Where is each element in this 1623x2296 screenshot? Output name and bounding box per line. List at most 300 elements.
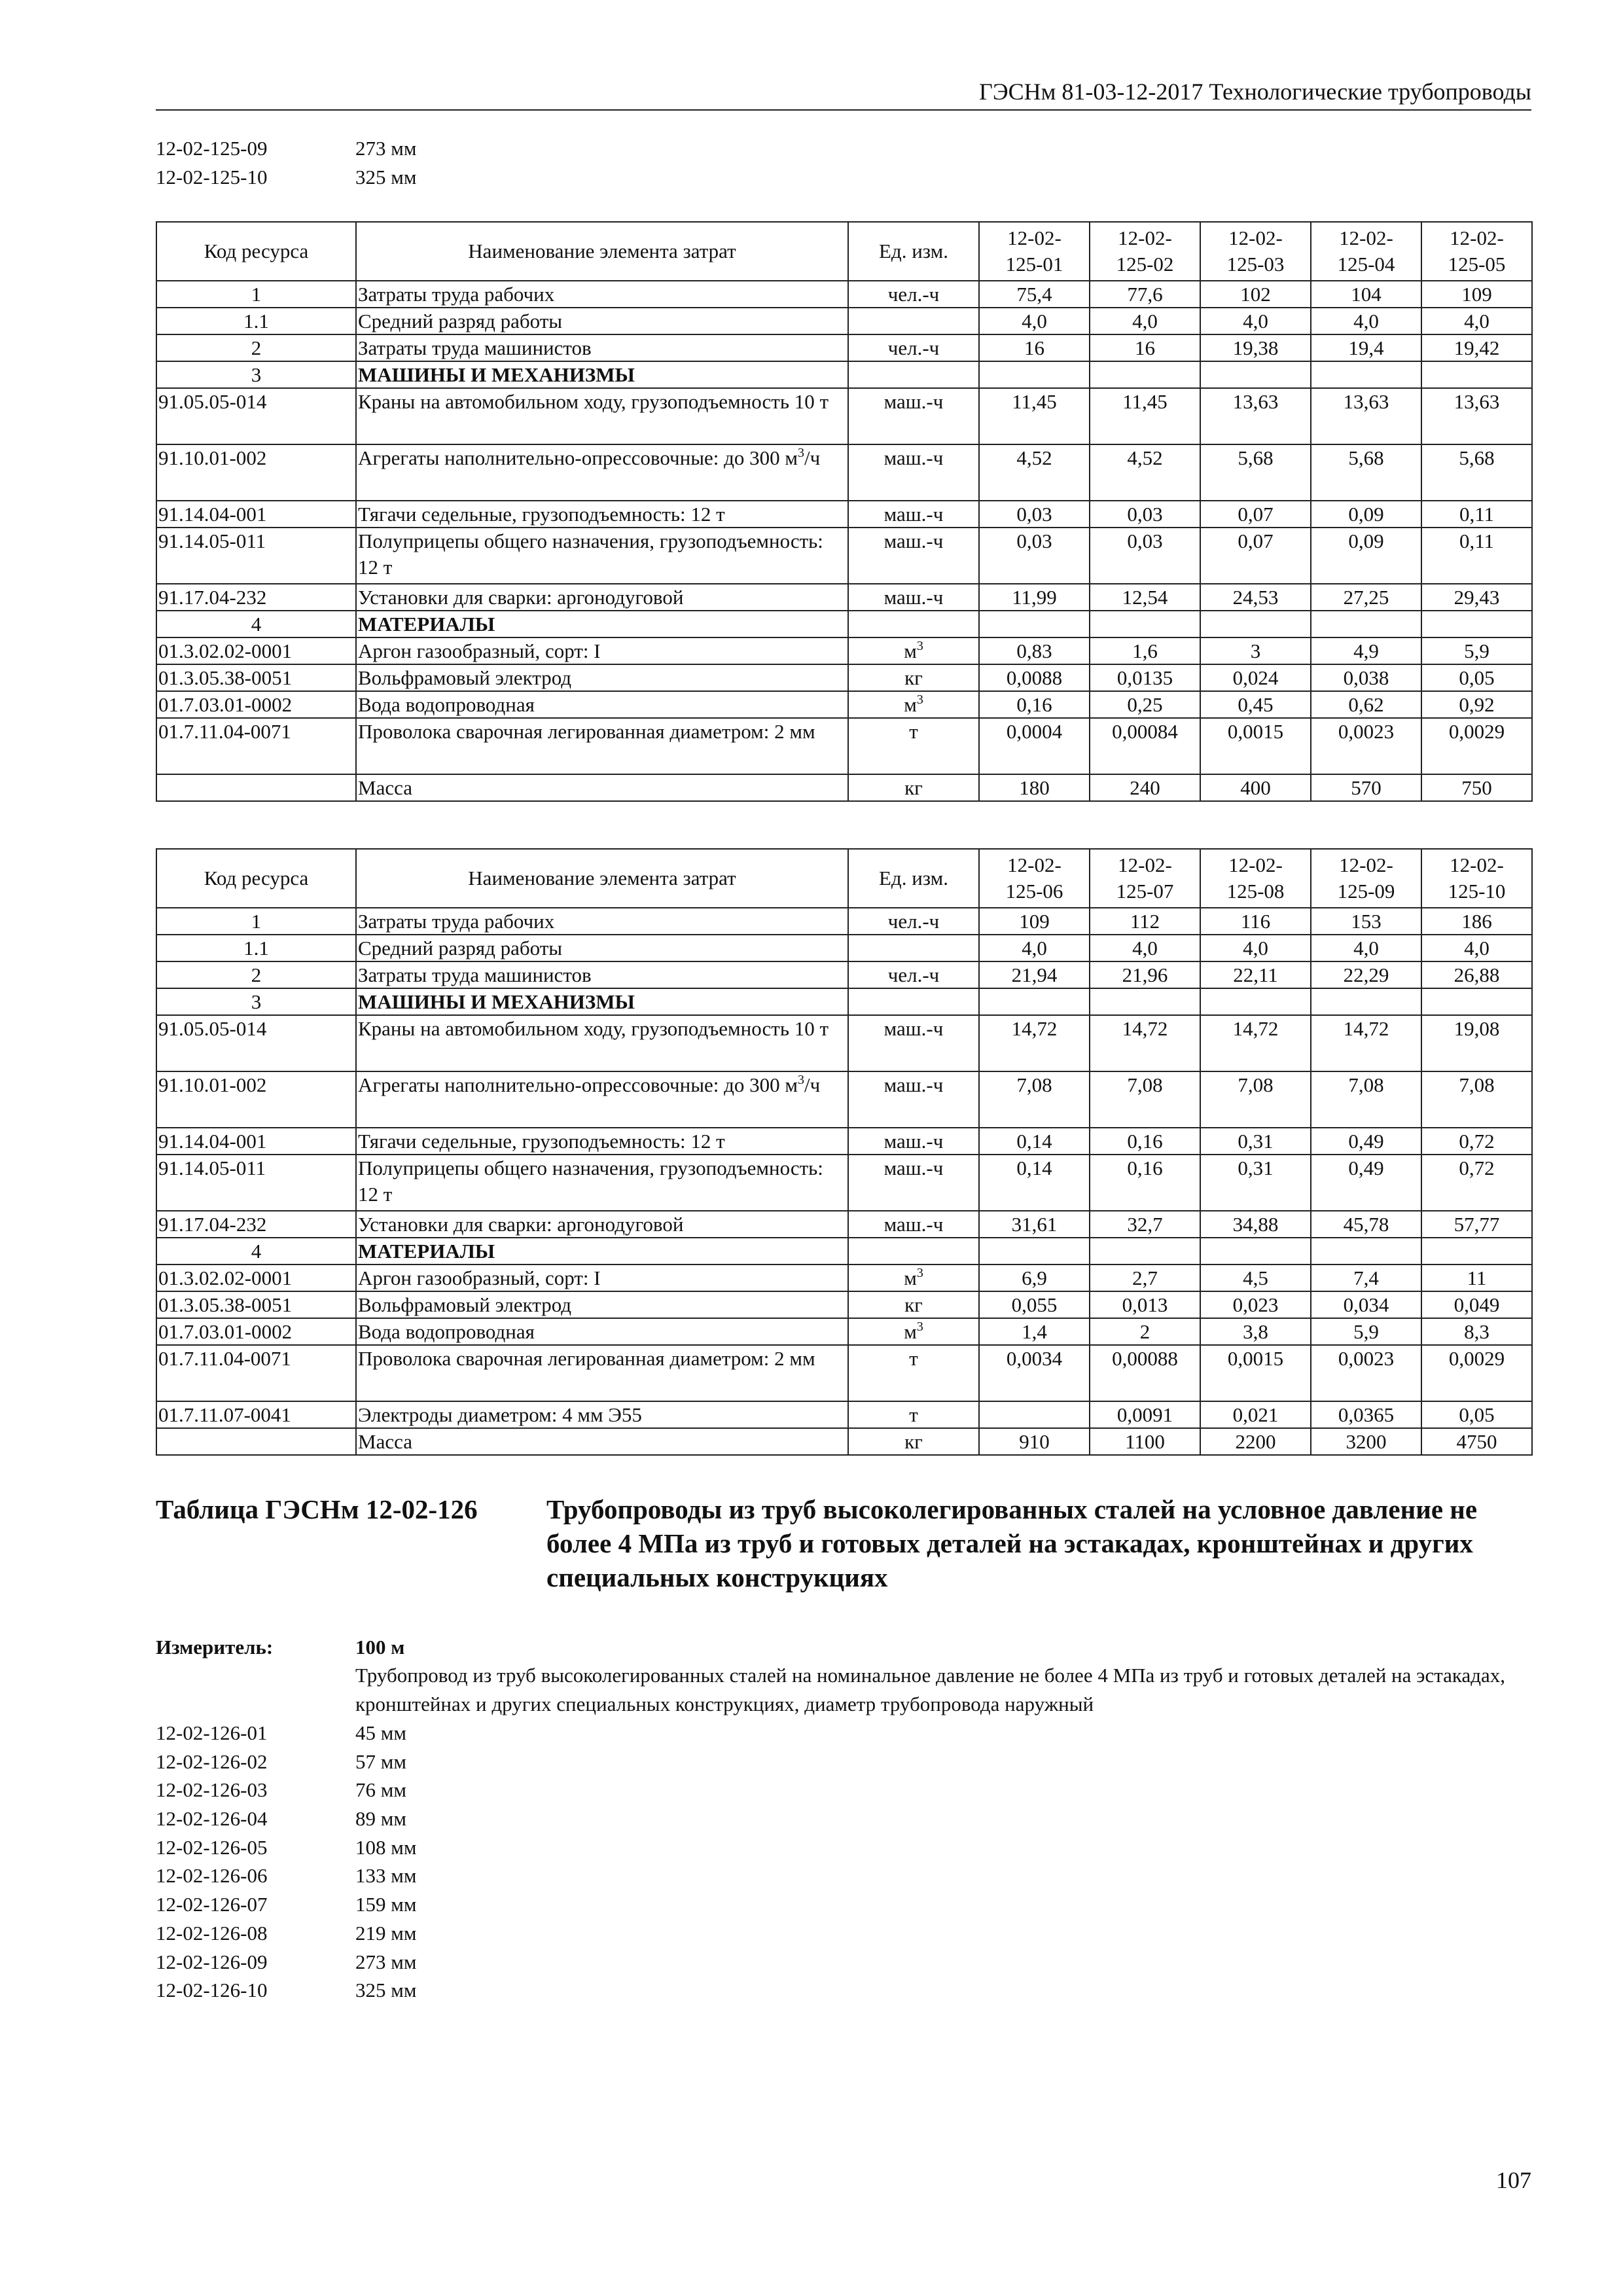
norm-value: 102 <box>1200 281 1311 308</box>
header-unit: Ед. изм. <box>848 849 979 908</box>
norm-value <box>1311 361 1421 388</box>
norm-value: 19,08 <box>1421 1015 1532 1071</box>
table-row <box>156 1128 1532 1155</box>
norm-value: 0,16 <box>979 691 1090 718</box>
table-row <box>156 691 1532 718</box>
item-code: 12-02-126-04 <box>156 1807 268 1831</box>
bottom-code-row <box>156 1719 416 1748</box>
resource-name: Затраты труда машинистов <box>356 334 848 361</box>
resource-code: 1 <box>156 281 356 308</box>
norm-value: 180 <box>979 774 1090 801</box>
norm-value: 14,72 <box>1090 1015 1200 1071</box>
item-code: 12-02-125-10 <box>156 165 268 188</box>
resource-code: 91.10.01-002 <box>156 1071 356 1128</box>
resource-unit: маш.-ч <box>848 1211 979 1238</box>
table-row <box>156 1318 1532 1345</box>
norm-value <box>1421 361 1532 388</box>
norm-value: 0,31 <box>1200 1128 1311 1155</box>
norm-value: 0,0135 <box>1090 664 1200 691</box>
item-code: 12-02-126-01 <box>156 1721 268 1744</box>
norm-value: 26,88 <box>1421 961 1532 988</box>
norm-value <box>1090 361 1200 388</box>
item-size: 108 мм <box>355 1835 417 1859</box>
norm-value: 0,14 <box>979 1128 1090 1155</box>
norm-value: 0,055 <box>979 1291 1090 1318</box>
norm-value: 0,92 <box>1421 691 1532 718</box>
table-row <box>156 1211 1532 1238</box>
resource-unit <box>848 988 979 1015</box>
resource-name: Вольфрамовый электрод <box>356 664 848 691</box>
resource-name: Вода водопроводная <box>356 691 848 718</box>
header-name: Наименование элемента затрат <box>356 849 848 908</box>
norm-value: 0,14 <box>979 1155 1090 1211</box>
norm-value: 0,0365 <box>1311 1401 1421 1428</box>
norm-value: 0,16 <box>1090 1155 1200 1211</box>
resource-name: Агрегаты наполнительно-опрессовочные: до 300 $м^3/ч$ <box>356 1071 848 1128</box>
resource-name: Полуприцепы общего назначения, грузоподъемность: 12 т <box>356 1155 848 1211</box>
bottom-code-row <box>156 1804 416 1833</box>
resource-code: 91.17.04-232 <box>156 1211 356 1238</box>
item-size: 325 мм <box>355 165 417 188</box>
norm-value <box>1421 988 1532 1015</box>
header-norm-code: 12-02- 125-06 <box>979 849 1090 908</box>
bottom-code-row <box>156 1919 416 1948</box>
resource-code: 3 <box>156 988 356 1015</box>
resource-code: 4 <box>156 1238 356 1265</box>
table-number: Таблица ГЭСНм 12-02-126 <box>156 1494 478 1524</box>
header-norm-code: 12-02- 125-08 <box>1200 849 1311 908</box>
table-row <box>156 988 1532 1015</box>
bottom-code-row <box>156 1976 416 2005</box>
norm-value: 4,52 <box>979 444 1090 501</box>
norm-value: 13,63 <box>1200 388 1311 444</box>
norm-value: 4,0 <box>979 935 1090 961</box>
norm-value: 4,52 <box>1090 444 1200 501</box>
resource-code: 91.05.05-014 <box>156 388 356 444</box>
norm-value: 21,96 <box>1090 961 1200 988</box>
resource-code: 91.10.01-002 <box>156 444 356 501</box>
resource-unit: маш.-ч <box>848 1128 979 1155</box>
resource-code: 1 <box>156 908 356 935</box>
resource-code: 3 <box>156 361 356 388</box>
norm-value: 7,4 <box>1311 1265 1421 1291</box>
table-row <box>156 334 1532 361</box>
resource-unit: маш.-ч <box>848 1015 979 1071</box>
top-code-list <box>156 134 416 191</box>
resource-name: Проволока сварочная легированная диаметром: 2 мм <box>356 1345 848 1401</box>
header-norm-code: 12-02- 125-02 <box>1090 222 1200 281</box>
page-number: 107 <box>1496 2167 1531 2193</box>
item-size: 325 мм <box>355 1979 417 2002</box>
norm-value: 22,29 <box>1311 961 1421 988</box>
table-row <box>156 1155 1532 1211</box>
header-norm-code: 12-02- 125-09 <box>1311 849 1421 908</box>
resource-unit <box>848 308 979 334</box>
resource-unit: кг <box>848 1291 979 1318</box>
norm-value: 75,4 <box>979 281 1090 308</box>
norm-value: 0,09 <box>1311 501 1421 528</box>
norm-value <box>1200 988 1311 1015</box>
norm-value: 5,68 <box>1421 444 1532 501</box>
resource-code: 01.7.11.07-0041 <box>156 1401 356 1428</box>
header-norm-code: 12-02- 125-01 <box>979 222 1090 281</box>
norm-value <box>1090 988 1200 1015</box>
norm-value: 19,42 <box>1421 334 1532 361</box>
norm-value: 6,9 <box>979 1265 1090 1291</box>
resource-name: Аргон газообразный, сорт: I <box>356 1265 848 1291</box>
table-row <box>156 1401 1532 1428</box>
resource-code: 2 <box>156 334 356 361</box>
bottom-code-list <box>156 1719 416 2005</box>
norm-value: 13,63 <box>1311 388 1421 444</box>
norm-value: 11,45 <box>979 388 1090 444</box>
resource-unit: т <box>848 1345 979 1401</box>
norm-value: 0,013 <box>1090 1291 1200 1318</box>
table-row <box>156 1345 1532 1401</box>
norm-value: 19,4 <box>1311 334 1421 361</box>
norm-value: 0,11 <box>1421 501 1532 528</box>
norm-value: 0,0015 <box>1200 1345 1311 1401</box>
norm-value <box>1311 988 1421 1015</box>
bottom-code-row <box>156 1748 416 1776</box>
table-row <box>156 611 1532 637</box>
item-code: 12-02-126-02 <box>156 1749 268 1773</box>
resource-unit: чел.-ч <box>848 908 979 935</box>
table-description: Трубопроводы из труб высоколегированных сталей на условное давление не более 4 МПа из труб и готовых деталей на эстакадах, кронштейнах и других специальных конструкциях <box>546 1494 1478 1592</box>
norm-value: 0,049 <box>1421 1291 1532 1318</box>
norm-value: 4,0 <box>1421 935 1532 961</box>
norm-value: 7,08 <box>1311 1071 1421 1128</box>
norm-value: 0,038 <box>1311 664 1421 691</box>
norm-value: 0,0015 <box>1200 718 1311 774</box>
norm-value: 11,99 <box>979 584 1090 611</box>
norm-value: 1,6 <box>1090 637 1200 664</box>
resource-unit: $м^3$ <box>848 1265 979 1291</box>
resource-name: Масса <box>356 774 848 801</box>
item-code: 12-02-126-05 <box>156 1835 268 1859</box>
norm-value: 45,78 <box>1311 1211 1421 1238</box>
norm-value: 7,08 <box>1090 1071 1200 1128</box>
header-norm-code: 12-02- 125-10 <box>1421 849 1532 908</box>
resource-code: 01.7.03.01-0002 <box>156 1318 356 1345</box>
resource-name: Аргон газообразный, сорт: I <box>356 637 848 664</box>
norm-value: 0,49 <box>1311 1155 1421 1211</box>
header-row <box>156 849 1532 908</box>
norm-value: 27,25 <box>1311 584 1421 611</box>
norm-value: 7,08 <box>1200 1071 1311 1128</box>
resource-name: Проволока сварочная легированная диаметром: 2 мм <box>356 718 848 774</box>
resource-name: Затраты труда рабочих <box>356 908 848 935</box>
norm-value: 4,0 <box>1090 935 1200 961</box>
resource-code: 91.14.04-001 <box>156 501 356 528</box>
item-code: 12-02-126-09 <box>156 1950 268 1973</box>
table-row <box>156 664 1532 691</box>
resource-name: Краны на автомобильном ходу, грузоподъемность 10 т <box>356 388 848 444</box>
resource-code: 01.3.02.02-0001 <box>156 637 356 664</box>
norm-value: 240 <box>1090 774 1200 801</box>
resource-unit: кг <box>848 774 979 801</box>
resource-name: Вода водопроводная <box>356 1318 848 1345</box>
bottom-code-row <box>156 1861 416 1890</box>
resource-unit: маш.-ч <box>848 388 979 444</box>
resource-unit: маш.-ч <box>848 501 979 528</box>
resource-unit: маш.-ч <box>848 584 979 611</box>
norm-value: 0,72 <box>1421 1155 1532 1211</box>
norm-value: 0,0004 <box>979 718 1090 774</box>
resource-unit: т <box>848 718 979 774</box>
resource-unit: чел.-ч <box>848 334 979 361</box>
table-row <box>156 1238 1532 1265</box>
resource-unit: маш.-ч <box>848 1155 979 1211</box>
header-code: Код ресурса <box>156 222 356 281</box>
resource-code: 91.14.05-011 <box>156 1155 356 1211</box>
item-size: 133 мм <box>355 1864 417 1888</box>
resource-name: Затраты труда рабочих <box>356 281 848 308</box>
norm-value: 5,9 <box>1421 637 1532 664</box>
norm-value <box>1090 1238 1200 1265</box>
norm-value: 0,024 <box>1200 664 1311 691</box>
header-norm-code: 12-02- 125-05 <box>1421 222 1532 281</box>
resource-name: Средний разряд работы <box>356 308 848 334</box>
norm-value: 8,3 <box>1421 1318 1532 1345</box>
norm-value: 4,9 <box>1311 637 1421 664</box>
norm-value: 186 <box>1421 908 1532 935</box>
norm-value: 153 <box>1311 908 1421 935</box>
norm-value: 2 <box>1090 1318 1200 1345</box>
table-row <box>156 281 1532 308</box>
norm-value: 2,7 <box>1090 1265 1200 1291</box>
norm-value: 109 <box>979 908 1090 935</box>
norm-value: 4,0 <box>1200 308 1311 334</box>
norm-value: 112 <box>1090 908 1200 935</box>
resource-code: 4 <box>156 611 356 637</box>
norm-value: 11 <box>1421 1265 1532 1291</box>
bottom-code-row <box>156 1776 416 1804</box>
table-row <box>156 528 1532 584</box>
norm-value: 750 <box>1421 774 1532 801</box>
norm-value <box>1090 611 1200 637</box>
item-code: 12-02-126-03 <box>156 1778 268 1802</box>
norm-value: 11,45 <box>1090 388 1200 444</box>
norm-value: 13,63 <box>1421 388 1532 444</box>
norm-value: 0,00084 <box>1090 718 1200 774</box>
resource-name: Агрегаты наполнительно-опрессовочные: до 300 $м^3/ч$ <box>356 444 848 501</box>
norm-value: 0,00088 <box>1090 1345 1200 1401</box>
header-code: Код ресурса <box>156 849 356 908</box>
norm-value <box>1311 1238 1421 1265</box>
table-row <box>156 444 1532 501</box>
table-row <box>156 584 1532 611</box>
resource-unit: маш.-ч <box>848 444 979 501</box>
resource-unit <box>848 1238 979 1265</box>
table-row <box>156 774 1532 801</box>
resource-code: 91.14.04-001 <box>156 1128 356 1155</box>
table-row <box>156 718 1532 774</box>
resource-unit: чел.-ч <box>848 961 979 988</box>
norm-value <box>979 1401 1090 1428</box>
norm-value: 0,0029 <box>1421 718 1532 774</box>
norm-value: 0,023 <box>1200 1291 1311 1318</box>
norm-value: 0,62 <box>1311 691 1421 718</box>
resource-name: Краны на автомобильном ходу, грузоподъемность 10 т <box>356 1015 848 1071</box>
header-name: Наименование элемента затрат <box>356 222 848 281</box>
resource-unit: маш.-ч <box>848 528 979 584</box>
table-row <box>156 308 1532 334</box>
resource-name: МАТЕРИАЛЫ <box>356 1238 848 1265</box>
norm-value <box>979 988 1090 1015</box>
norm-value: 21,94 <box>979 961 1090 988</box>
norm-value: 19,38 <box>1200 334 1311 361</box>
norm-value: 3,8 <box>1200 1318 1311 1345</box>
resource-code: 2 <box>156 961 356 988</box>
norm-value <box>979 611 1090 637</box>
norm-value: 5,68 <box>1200 444 1311 501</box>
norm-value <box>1421 1238 1532 1265</box>
norm-value: 400 <box>1200 774 1311 801</box>
table-row <box>156 361 1532 388</box>
norm-value: 0,31 <box>1200 1155 1311 1211</box>
page-header <box>156 75 1531 111</box>
norm-value <box>1421 611 1532 637</box>
item-size: 76 мм <box>355 1778 406 1802</box>
norm-value: 0,25 <box>1090 691 1200 718</box>
resource-unit <box>848 361 979 388</box>
resource-name: МАШИНЫ И МЕХАНИЗМЫ <box>356 988 848 1015</box>
norm-value: 57,77 <box>1421 1211 1532 1238</box>
resource-name: МАШИНЫ И МЕХАНИЗМЫ <box>356 361 848 388</box>
norm-value: 0,09 <box>1311 528 1421 584</box>
norm-value: 1,4 <box>979 1318 1090 1345</box>
norm-value: 4,0 <box>1311 935 1421 961</box>
resource-unit: $м^3$ <box>848 1318 979 1345</box>
item-code: 12-02-126-07 <box>156 1893 268 1916</box>
meter-label: Измеритель: <box>156 1636 274 1659</box>
norm-value: 14,72 <box>979 1015 1090 1071</box>
item-size: 159 мм <box>355 1893 417 1916</box>
norm-value: 32,7 <box>1090 1211 1200 1238</box>
resource-name: Тягачи седельные, грузоподъемность: 12 т <box>356 1128 848 1155</box>
item-code: 12-02-126-10 <box>156 1979 268 2002</box>
resource-name: Средний разряд работы <box>356 935 848 961</box>
norm-value: 0,05 <box>1421 1401 1532 1428</box>
norm-value: 4,0 <box>1200 935 1311 961</box>
item-size: 273 мм <box>355 137 417 160</box>
table-row <box>156 1291 1532 1318</box>
norm-value: 4750 <box>1421 1428 1532 1455</box>
resource-name: Тягачи седельные, грузоподъемность: 12 т <box>356 501 848 528</box>
table-row <box>156 1015 1532 1071</box>
item-code: 12-02-125-09 <box>156 137 268 160</box>
norm-value: 12,54 <box>1090 584 1200 611</box>
norm-value: 4,0 <box>1090 308 1200 334</box>
top-code-row <box>156 134 416 163</box>
norm-value: 0,83 <box>979 637 1090 664</box>
resource-unit: $м^3$ <box>848 691 979 718</box>
resource-unit: $м^3$ <box>848 637 979 664</box>
norm-value: 29,43 <box>1421 584 1532 611</box>
norm-value: 7,08 <box>979 1071 1090 1128</box>
resource-name: Вольфрамовый электрод <box>356 1291 848 1318</box>
document-title: ГЭСНм 81-03-12-2017 Технологические трубопроводы <box>979 79 1531 105</box>
norm-value: 570 <box>1311 774 1421 801</box>
norm-value: 0,11 <box>1421 528 1532 584</box>
norm-value <box>1200 361 1311 388</box>
norm-value: 0,0034 <box>979 1345 1090 1401</box>
norm-value: 0,0029 <box>1421 1345 1532 1401</box>
norm-value: 5,9 <box>1311 1318 1421 1345</box>
norm-value: 1100 <box>1090 1428 1200 1455</box>
norm-value: 7,08 <box>1421 1071 1532 1128</box>
resource-code: 01.7.11.04-0071 <box>156 1345 356 1401</box>
norm-value: 0,05 <box>1421 664 1532 691</box>
item-size: 219 мм <box>355 1921 417 1945</box>
resource-unit: маш.-ч <box>848 1071 979 1128</box>
norm-value: 77,6 <box>1090 281 1200 308</box>
resource-code: 01.3.05.38-0051 <box>156 1291 356 1318</box>
norm-value: 24,53 <box>1200 584 1311 611</box>
norm-value: 0,0023 <box>1311 1345 1421 1401</box>
norm-value: 0,72 <box>1421 1128 1532 1155</box>
norm-value: 0,07 <box>1200 528 1311 584</box>
resource-name: МАТЕРИАЛЫ <box>356 611 848 637</box>
norm-value: 5,68 <box>1311 444 1421 501</box>
table-row <box>156 908 1532 935</box>
norm-value: 34,88 <box>1200 1211 1311 1238</box>
norm-value: 109 <box>1421 281 1532 308</box>
table-row <box>156 1428 1532 1455</box>
norm-value: 0,03 <box>979 501 1090 528</box>
norm-value: 104 <box>1311 281 1421 308</box>
item-size: 89 мм <box>355 1807 406 1831</box>
norm-value: 4,0 <box>1311 308 1421 334</box>
norm-value: 0,0091 <box>1090 1401 1200 1428</box>
norm-value: 0,45 <box>1200 691 1311 718</box>
norm-value: 910 <box>979 1428 1090 1455</box>
resource-name: Электроды диаметром: 4 мм Э55 <box>356 1401 848 1428</box>
resource-table-1 <box>156 221 1533 802</box>
norm-value: 0,0088 <box>979 664 1090 691</box>
table-row <box>156 1071 1532 1128</box>
resource-unit <box>848 935 979 961</box>
norm-value: 31,61 <box>979 1211 1090 1238</box>
norm-value: 3200 <box>1311 1428 1421 1455</box>
bottom-code-row <box>156 1890 416 1919</box>
resource-code <box>156 774 356 801</box>
resource-code: 01.3.02.02-0001 <box>156 1265 356 1291</box>
norm-value: 0,07 <box>1200 501 1311 528</box>
item-code: 12-02-126-08 <box>156 1921 268 1945</box>
norm-value: 16 <box>1090 334 1200 361</box>
norm-value: 3 <box>1200 637 1311 664</box>
norm-value <box>1200 611 1311 637</box>
norm-value: 0,03 <box>979 528 1090 584</box>
header-unit: Ед. изм. <box>848 222 979 281</box>
table-row <box>156 935 1532 961</box>
norm-value: 4,0 <box>979 308 1090 334</box>
resource-unit: кг <box>848 1428 979 1455</box>
resource-name: Полуприцепы общего назначения, грузоподъемность: 12 т <box>356 528 848 584</box>
resource-code: 91.17.04-232 <box>156 584 356 611</box>
resource-code: 01.7.11.04-0071 <box>156 718 356 774</box>
norm-value: 116 <box>1200 908 1311 935</box>
norm-value: 0,03 <box>1090 501 1200 528</box>
bottom-code-row <box>156 1948 416 1977</box>
norm-value: 0,03 <box>1090 528 1200 584</box>
meter-description: Трубопровод из труб высоколегированных сталей на номинальное давление не более 4 МПа из труб и готовых деталей на эстакадах, кронштейнах и других специальных конструкциях, диаметр трубопровода наружный <box>355 1664 1506 1715</box>
norm-value: 14,72 <box>1311 1015 1421 1071</box>
resource-code: 1.1 <box>156 308 356 334</box>
resource-unit: кг <box>848 664 979 691</box>
